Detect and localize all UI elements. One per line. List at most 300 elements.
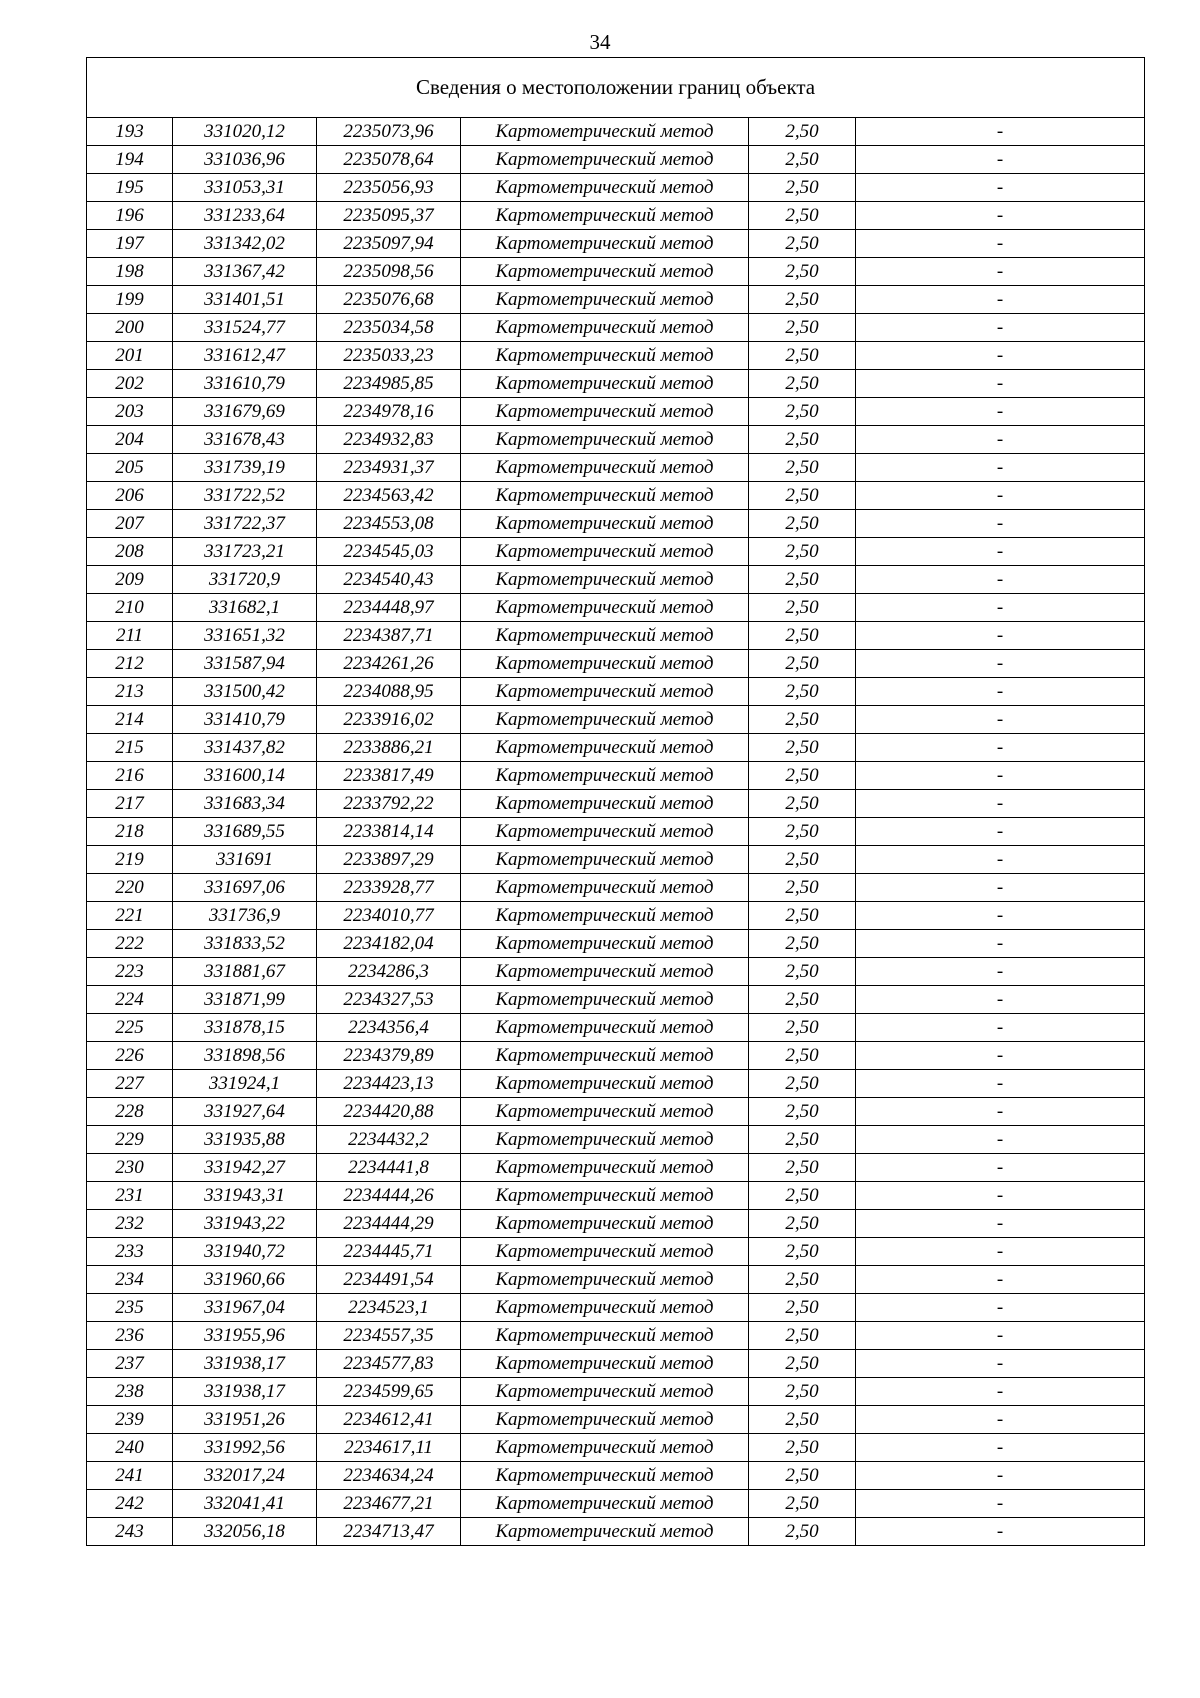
point-number-cell: 230 bbox=[87, 1154, 173, 1182]
table-body bbox=[87, 58, 1145, 1546]
description-cell: - bbox=[856, 762, 1145, 790]
coordinate-y-cell: 2234713,47 bbox=[317, 1518, 461, 1546]
coordinate-x-cell: 331036,96 bbox=[173, 146, 317, 174]
method-cell: Картометрический метод bbox=[461, 1210, 749, 1238]
point-number-cell: 237 bbox=[87, 1350, 173, 1378]
method-cell: Картометрический метод bbox=[461, 426, 749, 454]
accuracy-cell: 2,50 bbox=[749, 1462, 856, 1490]
coordinate-x-cell: 331942,27 bbox=[173, 1154, 317, 1182]
point-number-cell: 233 bbox=[87, 1238, 173, 1266]
method-cell: Картометрический метод bbox=[461, 874, 749, 902]
description-cell: - bbox=[856, 622, 1145, 650]
description-cell: - bbox=[856, 1070, 1145, 1098]
coordinate-y-cell: 2235034,58 bbox=[317, 314, 461, 342]
coordinate-x-cell: 331723,21 bbox=[173, 538, 317, 566]
method-cell: Картометрический метод bbox=[461, 174, 749, 202]
accuracy-cell: 2,50 bbox=[749, 426, 856, 454]
description-cell: - bbox=[856, 902, 1145, 930]
method-cell: Картометрический метод bbox=[461, 118, 749, 146]
point-number-cell: 205 bbox=[87, 454, 173, 482]
point-number-cell: 199 bbox=[87, 286, 173, 314]
method-cell: Картометрический метод bbox=[461, 1322, 749, 1350]
point-number-cell: 204 bbox=[87, 426, 173, 454]
coordinate-x-cell: 331927,64 bbox=[173, 1098, 317, 1126]
description-cell: - bbox=[856, 510, 1145, 538]
coordinate-y-cell: 2234563,42 bbox=[317, 482, 461, 510]
description-cell: - bbox=[856, 286, 1145, 314]
point-number-cell: 214 bbox=[87, 706, 173, 734]
table-row bbox=[87, 762, 1145, 790]
accuracy-cell: 2,50 bbox=[749, 874, 856, 902]
coordinate-x-cell: 331943,22 bbox=[173, 1210, 317, 1238]
coordinate-y-cell: 2234261,26 bbox=[317, 650, 461, 678]
coordinate-y-cell: 2234634,24 bbox=[317, 1462, 461, 1490]
method-cell: Картометрический метод bbox=[461, 258, 749, 286]
coordinate-x-cell: 331233,64 bbox=[173, 202, 317, 230]
table-row bbox=[87, 958, 1145, 986]
table-row bbox=[87, 846, 1145, 874]
coordinate-y-cell: 2233817,49 bbox=[317, 762, 461, 790]
point-number-cell: 209 bbox=[87, 566, 173, 594]
method-cell: Картометрический метод bbox=[461, 314, 749, 342]
section-title: Сведения о местоположении границ объекта bbox=[87, 58, 1145, 118]
coordinate-x-cell: 331683,34 bbox=[173, 790, 317, 818]
description-cell: - bbox=[856, 258, 1145, 286]
point-number-cell: 220 bbox=[87, 874, 173, 902]
description-cell: - bbox=[856, 734, 1145, 762]
accuracy-cell: 2,50 bbox=[749, 650, 856, 678]
description-cell: - bbox=[856, 314, 1145, 342]
method-cell: Картометрический метод bbox=[461, 734, 749, 762]
point-number-cell: 212 bbox=[87, 650, 173, 678]
table-row bbox=[87, 118, 1145, 146]
point-number-cell: 239 bbox=[87, 1406, 173, 1434]
point-number-cell: 201 bbox=[87, 342, 173, 370]
method-cell: Картометрический метод bbox=[461, 370, 749, 398]
coordinate-y-cell: 2234677,21 bbox=[317, 1490, 461, 1518]
description-cell: - bbox=[856, 1154, 1145, 1182]
coordinate-x-cell: 331938,17 bbox=[173, 1378, 317, 1406]
method-cell: Картометрический метод bbox=[461, 398, 749, 426]
accuracy-cell: 2,50 bbox=[749, 1098, 856, 1126]
point-number-cell: 229 bbox=[87, 1126, 173, 1154]
point-number-cell: 206 bbox=[87, 482, 173, 510]
table-row bbox=[87, 706, 1145, 734]
description-cell: - bbox=[856, 398, 1145, 426]
coordinate-y-cell: 2234545,03 bbox=[317, 538, 461, 566]
table-row bbox=[87, 342, 1145, 370]
coordinate-x-cell: 331955,96 bbox=[173, 1322, 317, 1350]
coordinate-y-cell: 2234448,97 bbox=[317, 594, 461, 622]
coordinate-y-cell: 2234523,1 bbox=[317, 1294, 461, 1322]
coordinate-x-cell: 332041,41 bbox=[173, 1490, 317, 1518]
description-cell: - bbox=[856, 1350, 1145, 1378]
table-row bbox=[87, 818, 1145, 846]
method-cell: Картометрический метод bbox=[461, 1378, 749, 1406]
description-cell: - bbox=[856, 986, 1145, 1014]
table-row bbox=[87, 1014, 1145, 1042]
coordinate-y-cell: 2234444,29 bbox=[317, 1210, 461, 1238]
coordinate-y-cell: 2234577,83 bbox=[317, 1350, 461, 1378]
method-cell: Картометрический метод bbox=[461, 930, 749, 958]
method-cell: Картометрический метод bbox=[461, 1434, 749, 1462]
coordinate-y-cell: 2235095,37 bbox=[317, 202, 461, 230]
description-cell: - bbox=[856, 1126, 1145, 1154]
coordinate-x-cell: 331833,52 bbox=[173, 930, 317, 958]
method-cell: Картометрический метод bbox=[461, 1070, 749, 1098]
coordinate-y-cell: 2234931,37 bbox=[317, 454, 461, 482]
point-number-cell: 218 bbox=[87, 818, 173, 846]
accuracy-cell: 2,50 bbox=[749, 1322, 856, 1350]
accuracy-cell: 2,50 bbox=[749, 314, 856, 342]
table-row bbox=[87, 314, 1145, 342]
accuracy-cell: 2,50 bbox=[749, 846, 856, 874]
accuracy-cell: 2,50 bbox=[749, 1154, 856, 1182]
method-cell: Картометрический метод bbox=[461, 1098, 749, 1126]
method-cell: Картометрический метод bbox=[461, 846, 749, 874]
description-cell: - bbox=[856, 202, 1145, 230]
method-cell: Картометрический метод bbox=[461, 1014, 749, 1042]
coordinate-x-cell: 331587,94 bbox=[173, 650, 317, 678]
description-cell: - bbox=[856, 1462, 1145, 1490]
method-cell: Картометрический метод bbox=[461, 454, 749, 482]
description-cell: - bbox=[856, 454, 1145, 482]
coordinate-x-cell: 331938,17 bbox=[173, 1350, 317, 1378]
coordinate-x-cell: 331401,51 bbox=[173, 286, 317, 314]
table-row bbox=[87, 1294, 1145, 1322]
coordinate-y-cell: 2234356,4 bbox=[317, 1014, 461, 1042]
point-number-cell: 194 bbox=[87, 146, 173, 174]
table-row bbox=[87, 1518, 1145, 1546]
point-number-cell: 243 bbox=[87, 1518, 173, 1546]
method-cell: Картометрический метод bbox=[461, 1350, 749, 1378]
description-cell: - bbox=[856, 1210, 1145, 1238]
method-cell: Картометрический метод bbox=[461, 1490, 749, 1518]
coordinate-y-cell: 2234599,65 bbox=[317, 1378, 461, 1406]
table-row bbox=[87, 510, 1145, 538]
accuracy-cell: 2,50 bbox=[749, 1294, 856, 1322]
method-cell: Картометрический метод bbox=[461, 1126, 749, 1154]
coordinate-y-cell: 2234010,77 bbox=[317, 902, 461, 930]
table-row bbox=[87, 1462, 1145, 1490]
coordinate-y-cell: 2234387,71 bbox=[317, 622, 461, 650]
point-number-cell: 234 bbox=[87, 1266, 173, 1294]
coordinate-y-cell: 2234617,11 bbox=[317, 1434, 461, 1462]
coordinate-y-cell: 2235076,68 bbox=[317, 286, 461, 314]
description-cell: - bbox=[856, 846, 1145, 874]
coordinate-y-cell: 2234432,2 bbox=[317, 1126, 461, 1154]
accuracy-cell: 2,50 bbox=[749, 762, 856, 790]
accuracy-cell: 2,50 bbox=[749, 174, 856, 202]
description-cell: - bbox=[856, 930, 1145, 958]
accuracy-cell: 2,50 bbox=[749, 1042, 856, 1070]
point-number-cell: 200 bbox=[87, 314, 173, 342]
point-number-cell: 236 bbox=[87, 1322, 173, 1350]
description-cell: - bbox=[856, 230, 1145, 258]
accuracy-cell: 2,50 bbox=[749, 1126, 856, 1154]
method-cell: Картометрический метод bbox=[461, 538, 749, 566]
coordinate-y-cell: 2234491,54 bbox=[317, 1266, 461, 1294]
coordinate-x-cell: 331935,88 bbox=[173, 1126, 317, 1154]
description-cell: - bbox=[856, 174, 1145, 202]
table-row bbox=[87, 146, 1145, 174]
point-number-cell: 213 bbox=[87, 678, 173, 706]
table-row bbox=[87, 1182, 1145, 1210]
description-cell: - bbox=[856, 1182, 1145, 1210]
method-cell: Картометрический метод bbox=[461, 1266, 749, 1294]
accuracy-cell: 2,50 bbox=[749, 510, 856, 538]
method-cell: Картометрический метод bbox=[461, 146, 749, 174]
accuracy-cell: 2,50 bbox=[749, 958, 856, 986]
table-row bbox=[87, 1322, 1145, 1350]
method-cell: Картометрический метод bbox=[461, 818, 749, 846]
coordinate-y-cell: 2235056,93 bbox=[317, 174, 461, 202]
method-cell: Картометрический метод bbox=[461, 1042, 749, 1070]
description-cell: - bbox=[856, 874, 1145, 902]
description-cell: - bbox=[856, 678, 1145, 706]
description-cell: - bbox=[856, 1518, 1145, 1546]
accuracy-cell: 2,50 bbox=[749, 1238, 856, 1266]
table-row bbox=[87, 1238, 1145, 1266]
table-row bbox=[87, 426, 1145, 454]
point-number-cell: 223 bbox=[87, 958, 173, 986]
coordinate-x-cell: 331940,72 bbox=[173, 1238, 317, 1266]
table-row bbox=[87, 230, 1145, 258]
description-cell: - bbox=[856, 1042, 1145, 1070]
table-row bbox=[87, 594, 1145, 622]
coordinate-y-cell: 2234327,53 bbox=[317, 986, 461, 1014]
method-cell: Картометрический метод bbox=[461, 594, 749, 622]
method-cell: Картометрический метод bbox=[461, 202, 749, 230]
accuracy-cell: 2,50 bbox=[749, 1182, 856, 1210]
coordinate-x-cell: 331871,99 bbox=[173, 986, 317, 1014]
coordinate-x-cell: 331410,79 bbox=[173, 706, 317, 734]
boundary-coordinates-table bbox=[86, 57, 1145, 1546]
table-row bbox=[87, 202, 1145, 230]
point-number-cell: 232 bbox=[87, 1210, 173, 1238]
coordinate-y-cell: 2233897,29 bbox=[317, 846, 461, 874]
description-cell: - bbox=[856, 1098, 1145, 1126]
method-cell: Картометрический метод bbox=[461, 650, 749, 678]
point-number-cell: 210 bbox=[87, 594, 173, 622]
method-cell: Картометрический метод bbox=[461, 342, 749, 370]
coordinate-x-cell: 331651,32 bbox=[173, 622, 317, 650]
accuracy-cell: 2,50 bbox=[749, 230, 856, 258]
description-cell: - bbox=[856, 1490, 1145, 1518]
point-number-cell: 215 bbox=[87, 734, 173, 762]
coordinate-y-cell: 2234420,88 bbox=[317, 1098, 461, 1126]
description-cell: - bbox=[856, 566, 1145, 594]
point-number-cell: 211 bbox=[87, 622, 173, 650]
coordinate-x-cell: 331697,06 bbox=[173, 874, 317, 902]
description-cell: - bbox=[856, 482, 1145, 510]
coordinate-x-cell: 331689,55 bbox=[173, 818, 317, 846]
accuracy-cell: 2,50 bbox=[749, 1014, 856, 1042]
description-cell: - bbox=[856, 650, 1145, 678]
table-row bbox=[87, 930, 1145, 958]
coordinate-x-cell: 331053,31 bbox=[173, 174, 317, 202]
table-row bbox=[87, 1378, 1145, 1406]
point-number-cell: 197 bbox=[87, 230, 173, 258]
coordinate-y-cell: 2234612,41 bbox=[317, 1406, 461, 1434]
method-cell: Картометрический метод bbox=[461, 622, 749, 650]
coordinate-x-cell: 331612,47 bbox=[173, 342, 317, 370]
method-cell: Картометрический метод bbox=[461, 706, 749, 734]
coordinate-y-cell: 2233886,21 bbox=[317, 734, 461, 762]
description-cell: - bbox=[856, 538, 1145, 566]
point-number-cell: 240 bbox=[87, 1434, 173, 1462]
coordinate-x-cell: 331682,1 bbox=[173, 594, 317, 622]
table-row bbox=[87, 1406, 1145, 1434]
coordinate-x-cell: 331924,1 bbox=[173, 1070, 317, 1098]
point-number-cell: 193 bbox=[87, 118, 173, 146]
method-cell: Картометрический метод bbox=[461, 1238, 749, 1266]
coordinate-x-cell: 331500,42 bbox=[173, 678, 317, 706]
coordinate-x-cell: 331967,04 bbox=[173, 1294, 317, 1322]
table-row bbox=[87, 258, 1145, 286]
accuracy-cell: 2,50 bbox=[749, 258, 856, 286]
method-cell: Картометрический метод bbox=[461, 286, 749, 314]
method-cell: Картометрический метод bbox=[461, 790, 749, 818]
accuracy-cell: 2,50 bbox=[749, 930, 856, 958]
table-row bbox=[87, 1154, 1145, 1182]
description-cell: - bbox=[856, 1266, 1145, 1294]
method-cell: Картометрический метод bbox=[461, 510, 749, 538]
accuracy-cell: 2,50 bbox=[749, 566, 856, 594]
point-number-cell: 202 bbox=[87, 370, 173, 398]
accuracy-cell: 2,50 bbox=[749, 538, 856, 566]
accuracy-cell: 2,50 bbox=[749, 1434, 856, 1462]
point-number-cell: 226 bbox=[87, 1042, 173, 1070]
table-row bbox=[87, 482, 1145, 510]
table-row bbox=[87, 174, 1145, 202]
accuracy-cell: 2,50 bbox=[749, 594, 856, 622]
table-row bbox=[87, 1042, 1145, 1070]
table-row bbox=[87, 622, 1145, 650]
accuracy-cell: 2,50 bbox=[749, 1518, 856, 1546]
point-number-cell: 224 bbox=[87, 986, 173, 1014]
accuracy-cell: 2,50 bbox=[749, 482, 856, 510]
accuracy-cell: 2,50 bbox=[749, 1266, 856, 1294]
coordinate-x-cell: 331736,9 bbox=[173, 902, 317, 930]
point-number-cell: 196 bbox=[87, 202, 173, 230]
coordinate-y-cell: 2234932,83 bbox=[317, 426, 461, 454]
description-cell: - bbox=[856, 342, 1145, 370]
accuracy-cell: 2,50 bbox=[749, 622, 856, 650]
coordinate-x-cell: 331739,19 bbox=[173, 454, 317, 482]
coordinate-x-cell: 331960,66 bbox=[173, 1266, 317, 1294]
table-row bbox=[87, 286, 1145, 314]
table-row bbox=[87, 1490, 1145, 1518]
accuracy-cell: 2,50 bbox=[749, 678, 856, 706]
point-number-cell: 231 bbox=[87, 1182, 173, 1210]
method-cell: Картометрический метод bbox=[461, 566, 749, 594]
method-cell: Картометрический метод bbox=[461, 230, 749, 258]
point-number-cell: 225 bbox=[87, 1014, 173, 1042]
table-row bbox=[87, 1210, 1145, 1238]
coordinate-y-cell: 2235073,96 bbox=[317, 118, 461, 146]
accuracy-cell: 2,50 bbox=[749, 146, 856, 174]
coordinate-y-cell: 2234286,3 bbox=[317, 958, 461, 986]
description-cell: - bbox=[856, 370, 1145, 398]
coordinate-y-cell: 2234423,13 bbox=[317, 1070, 461, 1098]
description-cell: - bbox=[856, 958, 1145, 986]
description-cell: - bbox=[856, 1294, 1145, 1322]
coordinate-x-cell: 331524,77 bbox=[173, 314, 317, 342]
accuracy-cell: 2,50 bbox=[749, 454, 856, 482]
point-number-cell: 219 bbox=[87, 846, 173, 874]
method-cell: Картометрический метод bbox=[461, 1406, 749, 1434]
point-number-cell: 238 bbox=[87, 1378, 173, 1406]
accuracy-cell: 2,50 bbox=[749, 118, 856, 146]
accuracy-cell: 2,50 bbox=[749, 202, 856, 230]
coordinate-x-cell: 332056,18 bbox=[173, 1518, 317, 1546]
table-row bbox=[87, 1070, 1145, 1098]
description-cell: - bbox=[856, 1406, 1145, 1434]
table-row bbox=[87, 566, 1145, 594]
coordinate-x-cell: 331878,15 bbox=[173, 1014, 317, 1042]
point-number-cell: 241 bbox=[87, 1462, 173, 1490]
method-cell: Картометрический метод bbox=[461, 958, 749, 986]
coordinate-y-cell: 2234985,85 bbox=[317, 370, 461, 398]
coordinate-x-cell: 331342,02 bbox=[173, 230, 317, 258]
table-row bbox=[87, 902, 1145, 930]
point-number-cell: 221 bbox=[87, 902, 173, 930]
accuracy-cell: 2,50 bbox=[749, 706, 856, 734]
point-number-cell: 242 bbox=[87, 1490, 173, 1518]
accuracy-cell: 2,50 bbox=[749, 790, 856, 818]
method-cell: Картометрический метод bbox=[461, 902, 749, 930]
table-row bbox=[87, 874, 1145, 902]
description-cell: - bbox=[856, 1014, 1145, 1042]
table-row bbox=[87, 370, 1145, 398]
description-cell: - bbox=[856, 118, 1145, 146]
accuracy-cell: 2,50 bbox=[749, 1406, 856, 1434]
page-number: 34 bbox=[589, 30, 611, 54]
coordinate-x-cell: 331020,12 bbox=[173, 118, 317, 146]
description-cell: - bbox=[856, 594, 1145, 622]
table-row bbox=[87, 1126, 1145, 1154]
accuracy-cell: 2,50 bbox=[749, 1210, 856, 1238]
description-cell: - bbox=[856, 706, 1145, 734]
accuracy-cell: 2,50 bbox=[749, 1350, 856, 1378]
table-row bbox=[87, 398, 1145, 426]
accuracy-cell: 2,50 bbox=[749, 1490, 856, 1518]
coordinate-y-cell: 2235098,56 bbox=[317, 258, 461, 286]
description-cell: - bbox=[856, 1238, 1145, 1266]
coordinate-x-cell: 331720,9 bbox=[173, 566, 317, 594]
point-number-cell: 198 bbox=[87, 258, 173, 286]
coordinate-x-cell: 331678,43 bbox=[173, 426, 317, 454]
description-cell: - bbox=[856, 146, 1145, 174]
accuracy-cell: 2,50 bbox=[749, 398, 856, 426]
point-number-cell: 222 bbox=[87, 930, 173, 958]
coordinate-y-cell: 2233814,14 bbox=[317, 818, 461, 846]
accuracy-cell: 2,50 bbox=[749, 1378, 856, 1406]
coordinate-y-cell: 2234978,16 bbox=[317, 398, 461, 426]
coordinate-x-cell: 331898,56 bbox=[173, 1042, 317, 1070]
coordinate-x-cell: 331881,67 bbox=[173, 958, 317, 986]
table-row bbox=[87, 538, 1145, 566]
table-row bbox=[87, 650, 1145, 678]
table-row bbox=[87, 678, 1145, 706]
table-row bbox=[87, 1266, 1145, 1294]
point-number-cell: 227 bbox=[87, 1070, 173, 1098]
method-cell: Картометрический метод bbox=[461, 762, 749, 790]
table-row bbox=[87, 790, 1145, 818]
coordinate-x-cell: 332017,24 bbox=[173, 1462, 317, 1490]
accuracy-cell: 2,50 bbox=[749, 734, 856, 762]
